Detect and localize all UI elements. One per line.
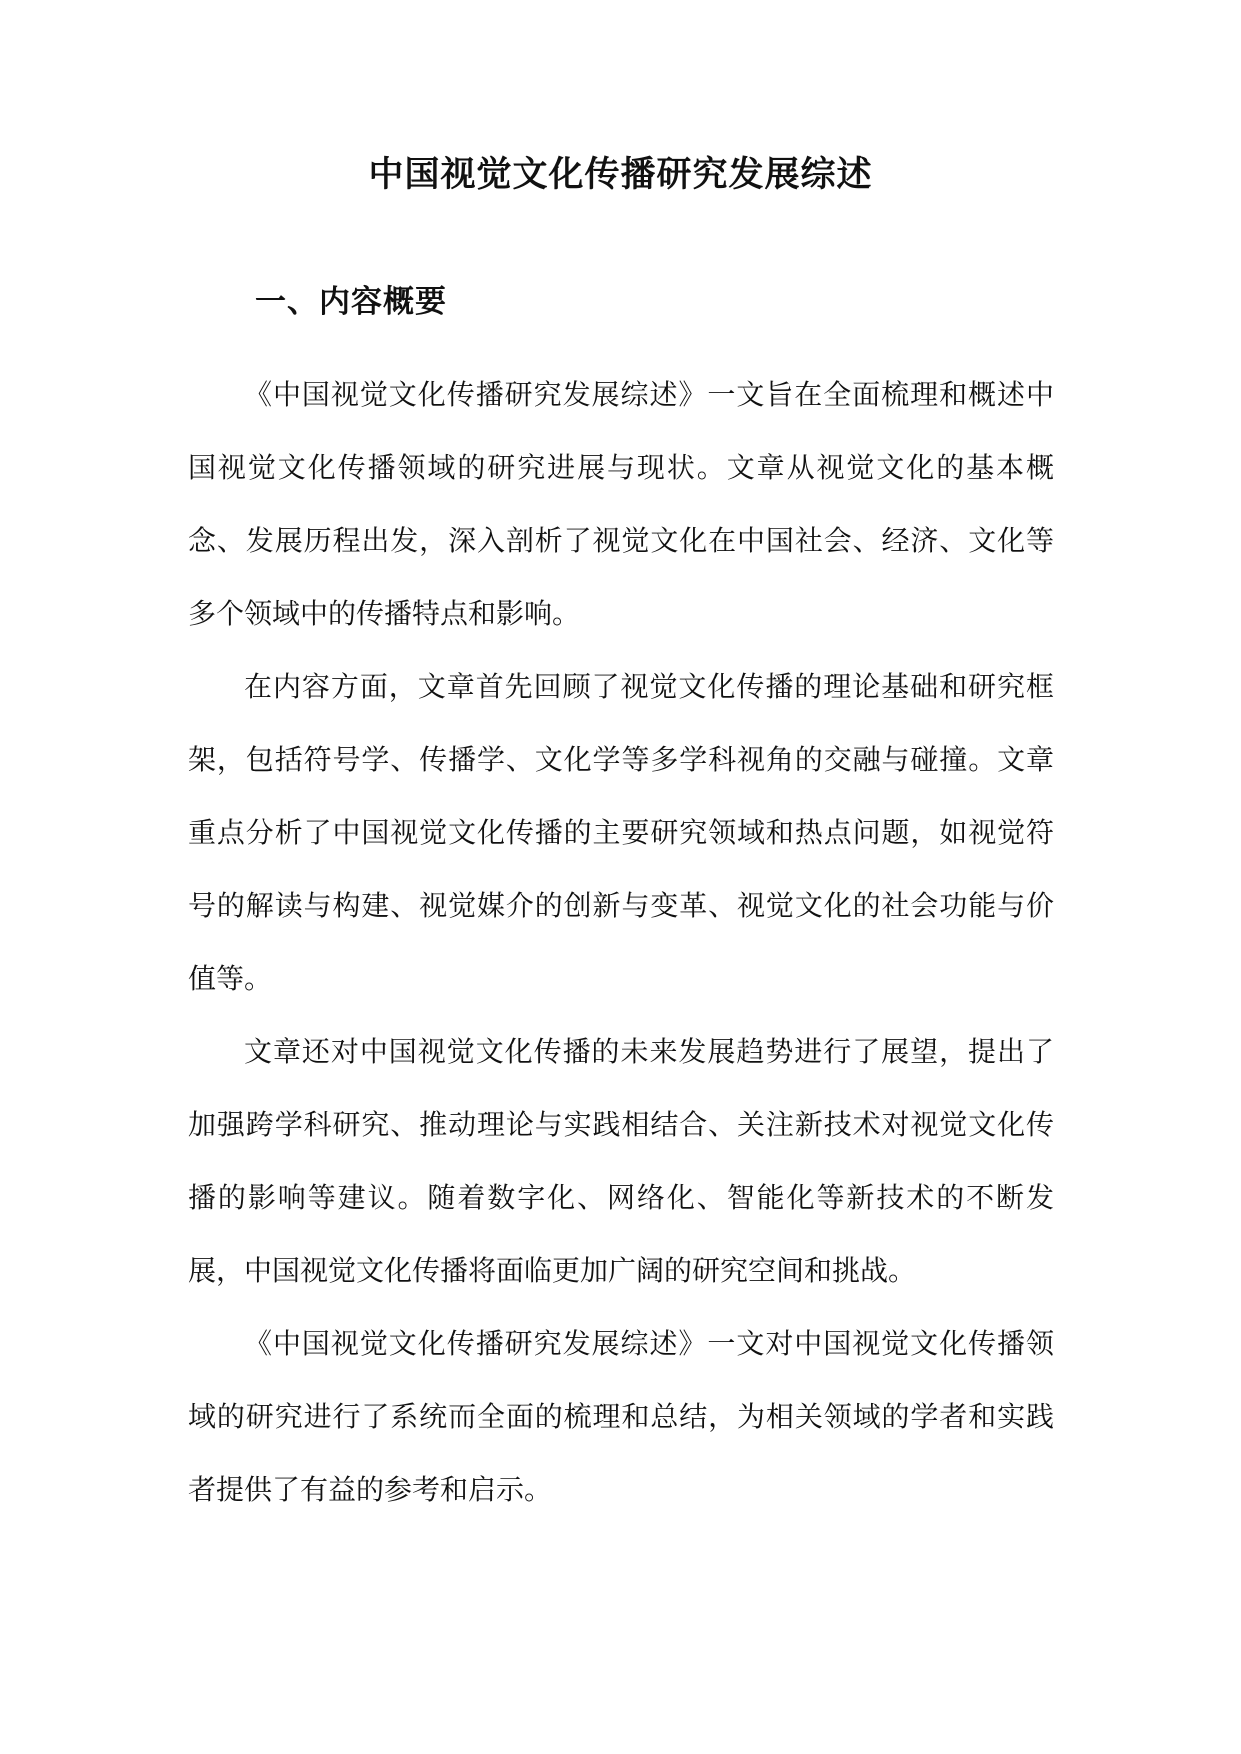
document-title: 中国视觉文化传播研究发展综述: [368, 154, 873, 195]
paragraph-2: 在内容方面，文章首先回顾了视觉文化传播的理论基础和研究框架，包括符号学、传播学、文化学等多学科视角的交融与碰撞。文章重点分析了中国视觉文化传播的主要研究领域和热点问题，如视觉符号的解读与构建、视觉媒介的创新与变革、视觉文化的社会功能与价值等。: [188, 670, 1054, 995]
paragraph-4: 《中国视觉文化传播研究发展综述》一文对中国视觉文化传播领域的研究进行了系统而全面的梳理和总结，为相关领域的学者和实践者提供了有益的参考和启示。: [188, 1327, 1054, 1506]
section-heading: 一、内容概要: [255, 284, 447, 320]
paragraph-1: 《中国视觉文化传播研究发展综述》一文旨在全面梳理和概述中国视觉文化传播领域的研究进展与现状。文章从视觉文化的基本概念、发展历程出发，深入剖析了视觉文化在中国社会、经济、文化等多个领域中的传播特点和影响。: [188, 378, 1054, 630]
body-text: [188, 358, 1054, 1526]
paragraph-3: 文章还对中国视觉文化传播的未来发展趋势进行了展望，提出了加强跨学科研究、推动理论与实践相结合、关注新技术对视觉文化传播的影响等建议。随着数字化、网络化、智能化等新技术的不断发展，中国视觉文化传播将面临更加广阔的研究空间和挑战。: [188, 1035, 1054, 1287]
